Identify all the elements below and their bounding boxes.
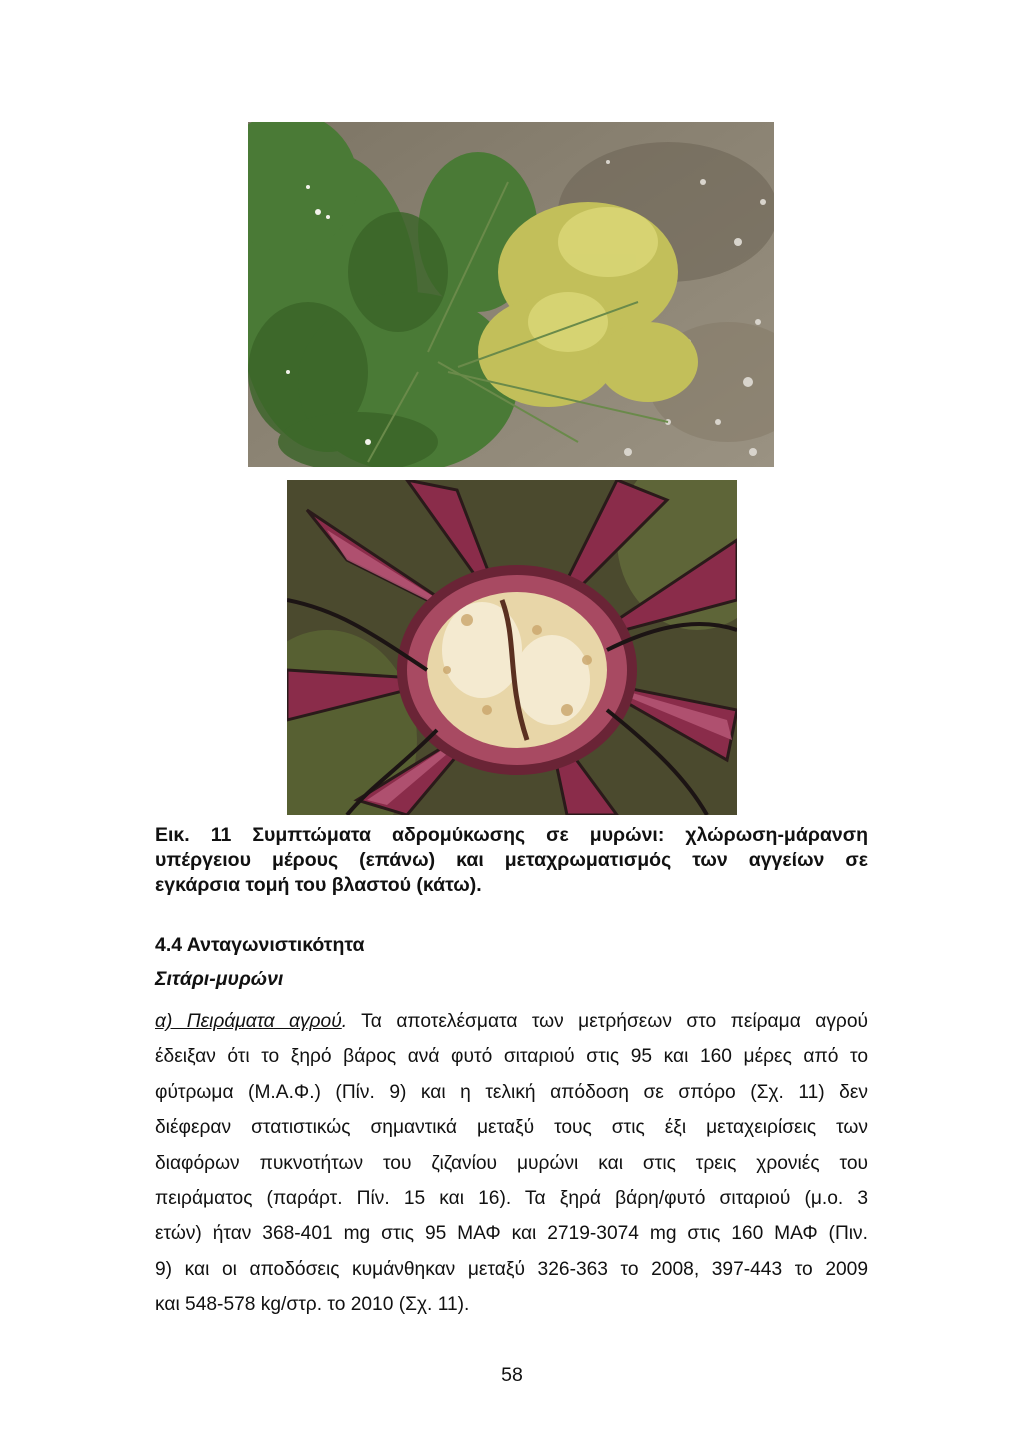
- paragraph-line: ετών) ήταν 368-401 mg στις 95 ΜΑΦ και 2719-3074 mg στις 160 ΜΑΦ (Πιν.: [155, 1223, 868, 1245]
- paragraph-line: διαφόρων πυκνοτήτων του ζιζανίου μυρώνι και στις τρεις χρονιές του: [155, 1152, 868, 1174]
- body-paragraph: [155, 1004, 868, 1323]
- caption-line: υπέργειου μέρους (επάνω) και μεταχρωματισμός των αγγείων σε: [155, 849, 868, 871]
- caption-line: Εικ. 11 Συμπτώματα αδρομύκωσης σε μυρώνι: χλώρωση-μάρανση: [155, 824, 868, 846]
- paragraph-line: [155, 1004, 868, 1039]
- section-heading: 4.4 Ανταγωνιστικότητα: [155, 934, 365, 956]
- subsection-heading: Σιτάρι-μυρώνι: [155, 968, 284, 990]
- paragraph-line: πειράματος (παράρτ. Πίν. 15 και 16). Τα ξηρά βάρη/φυτό σιταριού (μ.ο. 3: [155, 1188, 868, 1210]
- stem-cross-section-illustration: [287, 480, 737, 815]
- paragraph-line: διέφεραν στατιστικώς σημαντικά μεταξύ τους στις έξι μεταχειρίσεις των: [155, 1117, 868, 1139]
- page-number: 58: [501, 1364, 523, 1386]
- paragraph-lead-punct: .: [341, 1011, 348, 1032]
- paragraph-line: και 548-578 kg/στρ. το 2010 (Σχ. 11).: [155, 1294, 470, 1316]
- paragraph-lead: α) Πειράματα αγρού: [155, 1011, 342, 1032]
- paragraph-line: φύτρωμα (Μ.Α.Φ.) (Πίν. 9) και η τελική απόδοση σε σπόρο (Σχ. 11) δεν: [155, 1081, 868, 1103]
- weed-plant-illustration: [248, 122, 774, 467]
- figure-caption: [155, 823, 868, 898]
- paragraph-line: έδειξαν ότι το ξηρό βάρος ανά φυτό σιταριού στις 95 και 160 μέρες από το: [155, 1046, 868, 1068]
- stem-cross-section-photo: [287, 480, 737, 815]
- paragraph-line-text: Τα αποτελέσματα των μετρήσεων στο πείραμα αγρού: [347, 1011, 868, 1032]
- weed-plant-chlorosis-photo: [248, 122, 774, 467]
- caption-line: εγκάρσια τομή του βλαστού (κάτω).: [155, 874, 482, 896]
- paragraph-line: 9) και οι αποδόσεις κυμάνθηκαν μεταξύ 326-363 το 2008, 397-443 το 2009: [155, 1258, 868, 1280]
